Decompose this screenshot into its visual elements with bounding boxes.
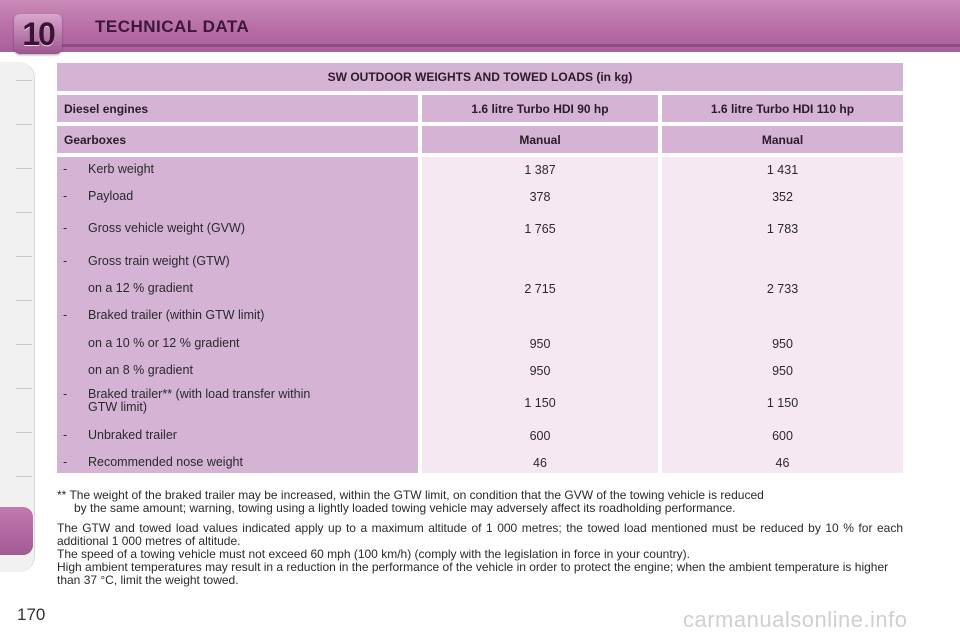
footnote: ** The weight of the braked trailer may be increased, within the GTW limit, on condition that the GVW of the towing vehicle is reduced by the same amount; warning, towing using a lightly loaded towing vehicle may adversely affect its roadholding performance.	[57, 488, 764, 515]
chapter-tab-strip	[0, 62, 35, 572]
engine-col1: 1.6 litre Turbo HDI 90 hp	[422, 95, 658, 122]
table-body	[57, 157, 903, 473]
table-cell: 378	[529, 190, 551, 204]
engine-col2: 1.6 litre Turbo HDI 110 hp	[662, 95, 903, 122]
table-cell: 352	[772, 190, 793, 204]
chapter-tab[interactable]	[16, 476, 32, 477]
table-cell: 2 733	[766, 282, 799, 296]
chapter-tab[interactable]	[16, 168, 32, 169]
table-cell: 1 783	[766, 222, 799, 236]
value-column-90hp	[422, 157, 658, 473]
table-cell: 2 715	[524, 282, 556, 296]
table-cell: 950	[529, 364, 551, 378]
weights-table	[57, 63, 903, 473]
table-cell: 1 150	[524, 396, 556, 410]
gearbox-row	[57, 126, 903, 153]
engine-label: Diesel engines	[57, 95, 418, 122]
gearbox-label: Gearboxes	[57, 126, 418, 153]
value-column-110hp	[662, 157, 903, 473]
table-cell: 950	[772, 364, 793, 378]
altitude-note: The GTW and towed load values indicated apply up to a maximum altitude of 1 000 metres; the towed load mentioned must be reduced by 10 % for each additional 1 000 metres of altitude.	[57, 521, 903, 548]
chapter-tab[interactable]	[16, 388, 32, 389]
watermark: carmanualsonline.info	[683, 607, 908, 632]
speed-note: The speed of a towing vehicle must not exceed 60 mph (100 km/h) (comply with the legislation in force in your country).	[57, 547, 690, 561]
chapter-tab[interactable]	[16, 300, 32, 301]
chapter-tab-active[interactable]	[0, 507, 33, 555]
chapter-tab[interactable]	[16, 344, 32, 345]
page-number: 170	[17, 605, 46, 624]
header-divider	[40, 44, 960, 47]
chapter-tab[interactable]	[16, 212, 32, 213]
chapter-badge: 10	[14, 14, 62, 54]
engine-row	[57, 95, 903, 122]
chapter-tab[interactable]	[16, 432, 32, 433]
gearbox-col1: Manual	[422, 126, 658, 153]
table-cell: 1 431	[766, 163, 799, 177]
table-cell: 950	[772, 337, 793, 351]
notes-section	[57, 489, 903, 587]
table-cell: 1 150	[766, 396, 799, 410]
table-cell: 1 765	[524, 222, 556, 236]
temperature-note: High ambient temperatures may result in a reduction in the performance of the vehicle in order to protect the engine; when the ambient temperature is higher than 37 °C, limit the weight towed.	[57, 560, 889, 587]
table-cell: 1 387	[524, 163, 556, 177]
table-cell: 46	[775, 456, 790, 470]
chapter-tab[interactable]	[16, 256, 32, 257]
table-cell: 600	[772, 429, 793, 443]
chapter-tab[interactable]	[16, 124, 32, 125]
gearbox-col2: Manual	[662, 126, 903, 153]
page-title: TECHNICAL DATA	[95, 17, 250, 36]
table-cell: 46	[533, 456, 547, 470]
label-column: - Kerb weight - Payload - Gross vehicle weight (GVW) - Gross train weight (GTW) on a 12 % gradient - Braked trailer (within GTW limit) on a 10 % or 12 % gradient on an 8 % gradient - Braked trailer** (with load transfer within GTW limit) - Unbraked trailer - Recommended nose weight	[57, 157, 418, 473]
table-title: SW OUTDOOR WEIGHTS AND TOWED LOADS (in kg)	[57, 63, 903, 91]
table-cell: 950	[529, 337, 551, 351]
chapter-tab[interactable]	[16, 80, 32, 81]
table-cell: 600	[529, 429, 551, 443]
